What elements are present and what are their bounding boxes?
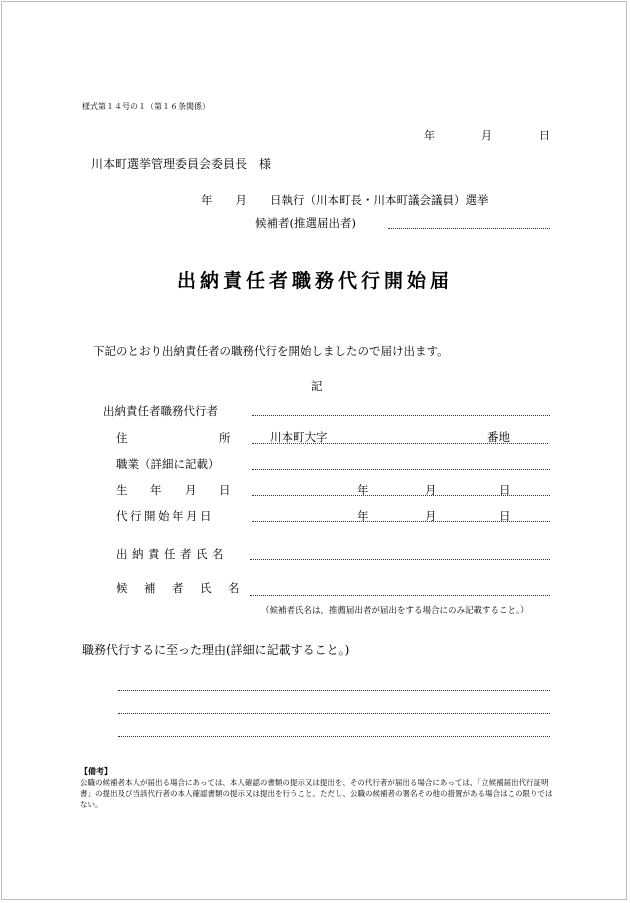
form-number: 様式第１４号の１（第１６条関係） bbox=[82, 102, 210, 111]
birth-day: 日 bbox=[499, 483, 511, 497]
reason-line-3[interactable] bbox=[118, 736, 550, 737]
address-prefix: 川本町大字 bbox=[270, 430, 328, 444]
acting-start-month: 月 bbox=[425, 509, 437, 523]
birth-month: 月 bbox=[425, 483, 437, 497]
address-input[interactable] bbox=[252, 443, 548, 444]
birth-label-3: 月 bbox=[185, 483, 197, 497]
candidate-name-label-5: 名 bbox=[228, 581, 240, 595]
address-label-right: 所 bbox=[219, 431, 231, 445]
acting-person-label: 出納責任者職務代行者 bbox=[103, 404, 218, 418]
acting-start-day: 日 bbox=[499, 509, 511, 523]
reason-line-2[interactable] bbox=[118, 713, 550, 714]
birth-label-1: 生 bbox=[116, 483, 128, 497]
header-date-day: 日 bbox=[539, 129, 550, 142]
birth-date-input[interactable] bbox=[252, 495, 550, 496]
election-line: 年 月 日執行（川本町長・川本町議会議員）選挙 bbox=[201, 193, 489, 207]
remarks-text: 公職の候補者本人が届出る場合にあっては、本人確認の書類の提示又は提出を、その代行者が届出る場合にあっては、「立候補届出代行証明書」の提出及び当該代行者の本人確認書類の提示又は提出を行うこと。ただし、公職の候補者の署名その他の措置がある場合はこの限りではない。 bbox=[80, 778, 553, 809]
treasurer-name-label: 出納責任者氏名 bbox=[116, 547, 228, 561]
header-date-year: 年 bbox=[424, 129, 435, 142]
candidate-name-input[interactable] bbox=[250, 595, 550, 596]
occupation-label: 職業（詳細に記載） bbox=[116, 457, 220, 471]
ki-heading: 記 bbox=[311, 379, 323, 393]
addressee: 川本町選挙管理委員会委員長 様 bbox=[91, 157, 272, 171]
acting-start-input[interactable] bbox=[252, 521, 550, 522]
candidate-label: 候補者(推選届出者) bbox=[255, 216, 356, 230]
intro-text: 下記のとおり出納責任者の職務代行を開始しましたので届け出ます。 bbox=[93, 344, 449, 358]
header-date-month: 月 bbox=[481, 129, 492, 142]
page-title: 出納責任者職務代行開始届 bbox=[176, 270, 453, 292]
remarks-title: 【備考】 bbox=[80, 766, 112, 776]
candidate-name-label-2: 補 bbox=[144, 581, 156, 595]
reason-line-1[interactable] bbox=[118, 690, 550, 691]
occupation-input[interactable] bbox=[252, 469, 550, 470]
candidate-name-label-1: 候 bbox=[116, 581, 128, 595]
candidate-note: （候補者氏名は，推薦届出者が届出をする場合にのみ記載すること。） bbox=[261, 606, 529, 616]
acting-start-label: 代行開始年月日 bbox=[116, 509, 214, 523]
address-suffix: 番地 bbox=[487, 430, 510, 444]
address-label-left: 住 bbox=[116, 431, 128, 445]
acting-start-year: 年 bbox=[357, 509, 369, 523]
treasurer-name-input[interactable] bbox=[250, 559, 550, 560]
acting-person-input[interactable] bbox=[252, 415, 550, 416]
birth-label-2: 年 bbox=[150, 483, 162, 497]
birth-label-4: 日 bbox=[219, 483, 231, 497]
reason-label: 職務代行するに至った理由(詳細に記載すること。) bbox=[82, 643, 350, 657]
candidate-name-label-3: 者 bbox=[172, 581, 184, 595]
birth-year: 年 bbox=[357, 483, 369, 497]
candidate-name-label-4: 氏 bbox=[200, 581, 212, 595]
candidate-input[interactable] bbox=[388, 228, 550, 229]
